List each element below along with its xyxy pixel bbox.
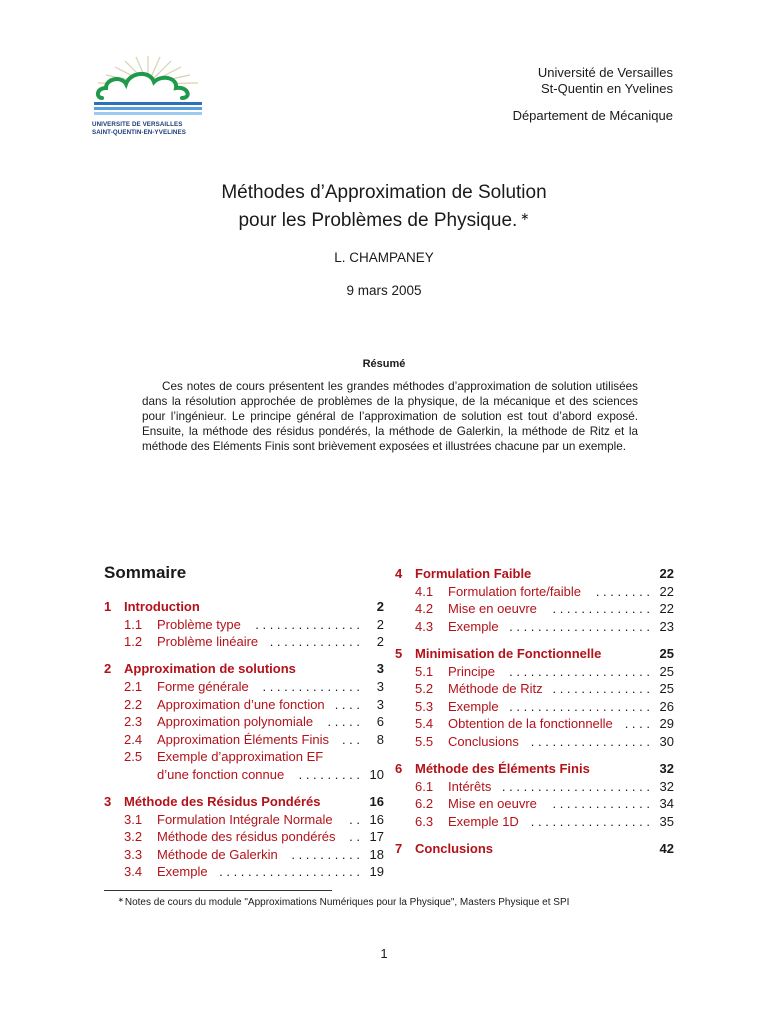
- toc-subsection-number: 1.2: [124, 634, 143, 650]
- toc-subsection-page: 17: [369, 829, 384, 845]
- toc-subsection-row-continued[interactable]: [104, 766, 384, 784]
- dot-leader: . . . . . . . . . . . . . .: [548, 796, 650, 812]
- toc-section-page: 32: [659, 761, 674, 776]
- toc-subsection-row[interactable]: [104, 731, 384, 749]
- dot-leader: . . . . . . . .: [592, 583, 650, 599]
- footnote: [118, 894, 569, 909]
- toc-subsection-row[interactable]: [104, 863, 384, 881]
- toc-subsection-page: 23: [659, 618, 674, 634]
- toc-subsection-row[interactable]: [395, 778, 674, 796]
- toc-subsection-row[interactable]: [104, 713, 384, 731]
- dot-leader: . . . . . . . . . . . . . .: [548, 601, 650, 617]
- toc-subsection-page: 22: [659, 583, 674, 599]
- dot-leader: . . . . .: [323, 714, 360, 730]
- toc-subsection-title[interactable]: Méthode des résidus pondérés: [157, 829, 336, 845]
- toc-subsection-number: 4.1: [415, 583, 434, 599]
- toc-subsection-title[interactable]: Méthode de Ritz: [448, 681, 543, 697]
- toc-right-column: [395, 565, 674, 875]
- toc-subsection-row[interactable]: [395, 663, 674, 681]
- toc-section-row[interactable]: [104, 660, 384, 678]
- toc-subsection-title[interactable]: Formulation Intégrale Normale: [157, 811, 333, 827]
- dot-leader: . .: [345, 811, 360, 827]
- toc-subsection-page: 26: [659, 698, 674, 714]
- toc-subsection-page: 18: [369, 846, 384, 862]
- toc-subsection-number: 2.1: [124, 678, 143, 694]
- toc-section-row[interactable]: [395, 760, 674, 778]
- toc-subsection-row[interactable]: [395, 715, 674, 733]
- footnote-rule: [104, 890, 332, 891]
- toc-section-number: 3: [104, 794, 112, 809]
- toc-subsection-number: 6.1: [415, 778, 434, 794]
- toc-subsection-title-continued[interactable]: d’une fonction connue: [157, 766, 285, 782]
- toc-subsection-title[interactable]: Intérêts: [448, 778, 492, 794]
- dot-leader: . . . .: [621, 716, 650, 732]
- toc-subsection-page: 34: [659, 796, 674, 812]
- toc-section-title[interactable]: Minimisation de Fonctionnelle: [415, 645, 602, 661]
- toc-subsection-page: 25: [659, 681, 674, 697]
- toc-section-page: 42: [659, 840, 674, 856]
- dot-leader: . . . . . . . . . . . . . .: [549, 681, 650, 697]
- toc-section-row[interactable]: [104, 598, 384, 616]
- toc-subsection-title[interactable]: Forme générale: [157, 678, 249, 694]
- toc-subsection-page: 10: [369, 766, 384, 782]
- toc-subsection-number: 5.3: [415, 698, 434, 714]
- toc-section-page: 22: [659, 566, 674, 581]
- dot-leader: . . . . . . . . .: [294, 766, 360, 782]
- toc-subsection-number: 4.3: [415, 618, 434, 634]
- toc-subsection-row[interactable]: [104, 633, 384, 651]
- title-line1: Méthodes d’Approximation de Solution: [221, 182, 547, 203]
- toc-subsection-title[interactable]: Exemple: [157, 864, 208, 880]
- toc-section-title[interactable]: Méthode des Éléments Finis: [415, 761, 590, 776]
- toc-subsection-number: 2.2: [124, 696, 143, 712]
- institution-line1: Université de Versailles: [537, 65, 673, 80]
- toc-subsection-title[interactable]: Exemple 1D: [448, 813, 519, 829]
- toc-subsection-number: 2.5: [124, 749, 143, 765]
- dot-leader: . . . . . . . . . . . . . . .: [251, 616, 360, 632]
- toc-subsection-row[interactable]: [104, 678, 384, 696]
- toc-subsection-page: 22: [659, 601, 674, 617]
- toc-subsection-number: 2.3: [124, 714, 143, 730]
- toc-subsection-page: 8: [376, 731, 384, 747]
- toc-section-row[interactable]: [104, 793, 384, 811]
- toc-subsection-number: 6.3: [415, 813, 434, 829]
- toc-section-number: 7: [395, 840, 403, 856]
- toc-subsection-page: 6: [376, 714, 384, 730]
- dot-leader: . . . . . . . . . .: [287, 846, 360, 862]
- toc-subsection-title[interactable]: Approximation Éléments Finis: [157, 731, 329, 747]
- toc-section-number: 6: [395, 761, 403, 776]
- toc-subsection-row[interactable]: [395, 733, 674, 751]
- toc-subsection-page: 29: [659, 716, 674, 732]
- toc-section-title[interactable]: Méthode des Résidus Pondérés: [124, 794, 321, 809]
- dot-leader: . . . . . . . . . . . . . . . . . . . . .: [498, 778, 650, 794]
- toc-subsection-row[interactable]: [395, 698, 674, 716]
- toc-subsection-number: 5.2: [415, 681, 434, 697]
- toc-subsection-row[interactable]: [104, 748, 384, 766]
- toc-subsection-number: 5.5: [415, 733, 434, 749]
- dot-leader: . . . .: [331, 696, 360, 712]
- toc-subsection-title[interactable]: Approximation d’une fonction: [157, 696, 325, 712]
- department: Département de Mécanique: [512, 108, 673, 123]
- dot-leader: . . . . . . . . . . . . . . . . . . . .: [505, 663, 650, 679]
- toc-subsection-number: 5.4: [415, 716, 434, 732]
- dot-leader: . . . . . . . . . . . . . . . . . . . .: [215, 864, 360, 880]
- abstract-heading: Résumé: [362, 358, 406, 370]
- toc-subsection-number: 6.2: [415, 796, 434, 812]
- university-logo: [92, 54, 204, 138]
- toc-subsection-page: 19: [369, 864, 384, 880]
- dot-leader: . . . . . . . . . . . . .: [266, 634, 360, 650]
- toc-section-page: 2: [376, 599, 384, 614]
- toc-subsection-title[interactable]: Mise en oeuvre: [448, 601, 537, 617]
- toc-subsection-row[interactable]: [104, 811, 384, 829]
- toc-subsection-number: 3.1: [124, 811, 143, 827]
- toc-subsection-title[interactable]: Principe: [448, 663, 495, 679]
- toc-section-number: 5: [395, 645, 403, 661]
- toc-subsection-number: 5.1: [415, 663, 434, 679]
- toc-section-page: 3: [376, 661, 384, 677]
- toc-section-title[interactable]: Approximation de solutions: [124, 661, 296, 677]
- dot-leader: . . . . . . . . . . . . . . . . .: [527, 733, 650, 749]
- title-footnote-mark: ∗: [520, 211, 530, 223]
- footnote-mark: ∗: [118, 897, 124, 904]
- toc-subsection-row[interactable]: [104, 828, 384, 846]
- toc-subsection-row[interactable]: [395, 795, 674, 813]
- abstract-text: Ces notes de cours présentent les grandes méthodes d’approximation de solution utilisées dans la résolution approchée de problèmes de la physique, de la mécanique et des sciences pour l’ingénieur. Le principe général de l’approximation de solution est tout d’abord exposé. Ensuite, la méthode des résidus pondérés, la méthode de Galerkin, la méthode de Ritz et la méthode des Eléments Finis sont brièvement exposées et illustrées chacune par un exemple.: [142, 380, 638, 453]
- toc-section-number: 2: [104, 661, 112, 677]
- toc-section-title[interactable]: Conclusions: [415, 840, 494, 856]
- institution-block: [513, 65, 673, 124]
- toc-subsection-page: 32: [659, 778, 674, 794]
- toc-section-number: 1: [104, 599, 112, 614]
- toc-subsection-row[interactable]: [104, 846, 384, 864]
- page-number: 1: [380, 946, 388, 961]
- toc-subsection-page: 3: [376, 696, 384, 712]
- toc-subsection-title[interactable]: Problème type: [157, 616, 241, 632]
- dot-leader: . . .: [338, 731, 360, 747]
- author: L. CHAMPANEY: [334, 250, 434, 265]
- toc-subsection-row[interactable]: [395, 583, 674, 601]
- toc-subsection-page: 3: [376, 678, 384, 694]
- toc-subsection-number: 2.4: [124, 731, 143, 747]
- toc-subsection-page: 25: [659, 663, 674, 679]
- toc-subsection-title[interactable]: Conclusions: [448, 733, 519, 749]
- toc-subsection-number: 3.3: [124, 846, 143, 862]
- toc-subsection-row[interactable]: [104, 616, 384, 634]
- toc-subsection-row[interactable]: [395, 680, 674, 698]
- toc-section-page: 25: [659, 645, 674, 661]
- footnote-text: Notes de cours du module "Approximations Numériques pour la Physique", Masters Physique et SPI: [124, 897, 570, 908]
- toc-title: Sommaire: [104, 563, 187, 582]
- logo-text-line1: UNIVERSITE DE VERSAILLES: [92, 121, 183, 128]
- logo-text-line2: SAINT-QUENTIN-EN-YVELINES: [92, 128, 186, 136]
- toc-section-title[interactable]: Formulation Faible: [415, 566, 532, 581]
- toc-subsection-title[interactable]: Exemple d’approximation EF: [157, 749, 324, 765]
- toc-subsection-page: 30: [659, 733, 674, 749]
- dot-leader: . . . . . . . . . . . . . .: [258, 678, 360, 694]
- dot-leader: . . . . . . . . . . . . . . . . .: [527, 813, 650, 829]
- toc-subsection-title[interactable]: Problème linéaire: [157, 634, 259, 650]
- toc-subsection-page: 16: [369, 811, 384, 827]
- toc-subsection-page: 35: [659, 813, 674, 829]
- toc-subsection-title[interactable]: Exemple: [448, 698, 499, 714]
- toc-subsection-title[interactable]: Mise en oeuvre: [448, 796, 537, 812]
- toc-subsection-row[interactable]: [395, 618, 674, 636]
- toc-subsection-number: 1.1: [124, 616, 143, 632]
- toc-subsection-row[interactable]: [395, 813, 674, 831]
- toc-subsection-title[interactable]: Approximation polynomiale: [157, 714, 314, 730]
- toc-section-row[interactable]: [395, 565, 674, 583]
- document-title: [0, 180, 768, 233]
- toc-subsection-title[interactable]: Formulation forte/faible: [448, 583, 581, 599]
- toc-subsection-title[interactable]: Méthode de Galerkin: [157, 846, 278, 862]
- toc-subsection-title[interactable]: Obtention de la fonctionnelle: [448, 716, 613, 732]
- toc-left-column: [104, 598, 384, 878]
- toc-section-title[interactable]: Introduction: [124, 599, 200, 614]
- toc-subsection-title[interactable]: Exemple: [448, 618, 499, 634]
- toc-section-page: 16: [369, 794, 384, 809]
- toc-subsection-page: 2: [376, 634, 384, 650]
- date: 9 mars 2005: [346, 283, 422, 298]
- toc-subsection-row[interactable]: [395, 600, 674, 618]
- institution-line2: St-Quentin en Yvelines: [540, 81, 673, 96]
- toc-subsection-row[interactable]: [104, 696, 384, 714]
- toc-section-row[interactable]: [395, 840, 674, 858]
- toc-section-number: 4: [395, 566, 403, 581]
- toc-section-row[interactable]: [395, 645, 674, 663]
- toc-subsection-number: 3.2: [124, 829, 143, 845]
- dot-leader: . . . . . . . . . . . . . . . . . . . .: [505, 618, 650, 634]
- toc-subsection-number: 4.2: [415, 601, 434, 617]
- dot-leader: . . . . . . . . . . . . . . . . . . . .: [505, 698, 650, 714]
- logo-graphic: [92, 54, 204, 116]
- toc-subsection-number: 3.4: [124, 864, 143, 880]
- title-line2: pour les Problèmes de Physique.: [238, 210, 518, 231]
- dot-leader: . .: [345, 829, 360, 845]
- title-line2-wrap: [0, 205, 768, 233]
- toc-subsection-page: 2: [376, 616, 384, 632]
